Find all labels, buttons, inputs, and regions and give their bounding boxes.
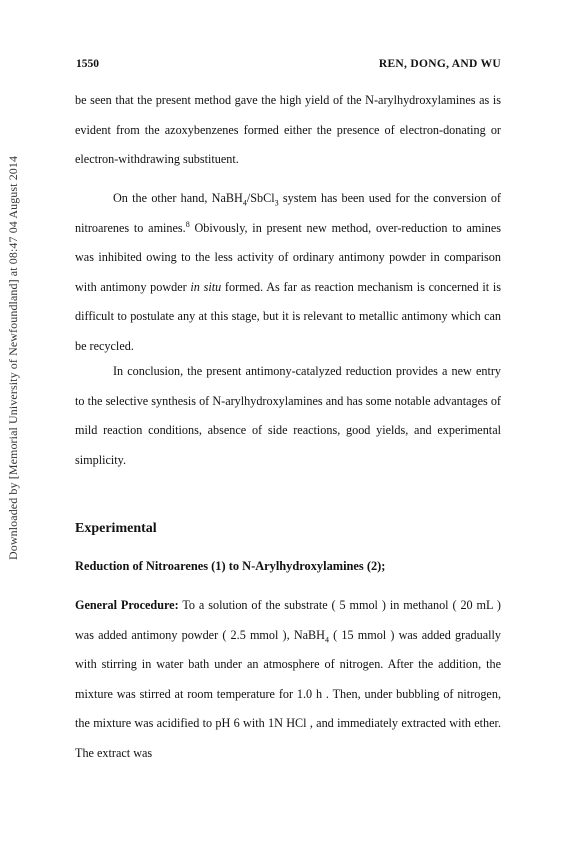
- paragraph-general-procedure: General Procedure: To a solution of the substrate ( 5 mmol ) in methanol ( 20 mL ) was added antimony powder ( 2.5 mmol ), NaBH$_4$ ( 15 mmol ) was added gradually with stirring in water bath under an atmosphere of nitrogen. After the addition, the mixture was stirred at room temperature for 1.0 h . Then, under bubbling of nitrogen, the mixture was acidified to pH 6 with 1N HCl , and immediately extracted with ether. The extract was: [75, 598, 501, 760]
- subsection-heading-reduction: Reduction of Nitroarenes (1) to N-Arylhydroxylamines (2);: [75, 559, 386, 573]
- procedure-label: General Procedure:: [75, 598, 179, 612]
- reference-marker: 8: [185, 219, 190, 229]
- download-watermark: Downloaded by [Memorial University of Newfoundland] at 08:47 04 August 2014: [6, 155, 20, 560]
- paragraph-discussion: On the other hand, NaBH$_4$/SbCl$_3$ system has been used for the conversion of nitroarenes to amines.$^8$ Obivously, in present new method, over-reduction to amines was inhibited owing to the less activity of ordinary antimony powder in comparison with antimony powder in situ formed. As far as reaction mechanism is concerned it is difficult to postulate any at this stage, but it is relevant to metallic antimony which can be recycled.: [75, 191, 501, 353]
- paragraph-conclusion: In conclusion, the present antimony-catalyzed reduction provides a new entry to the selective synthesis of N-arylhydroxylamines and has some notable advantages of mild reaction conditions, absence of side reactions, good yields, and experimental simplicity.: [75, 364, 501, 467]
- running-authors: REN, DONG, AND WU: [378, 58, 501, 70]
- page-number: 1550: [76, 58, 99, 70]
- running-header: [75, 58, 501, 74]
- paragraph-results: be seen that the present method gave the high yield of the N-arylhydroxylamines as is evident from the azoxybenzenes formed either the presence of electron-donating or electron-withdrawing substituent.: [75, 93, 501, 166]
- section-heading-experimental: Experimental: [75, 521, 157, 536]
